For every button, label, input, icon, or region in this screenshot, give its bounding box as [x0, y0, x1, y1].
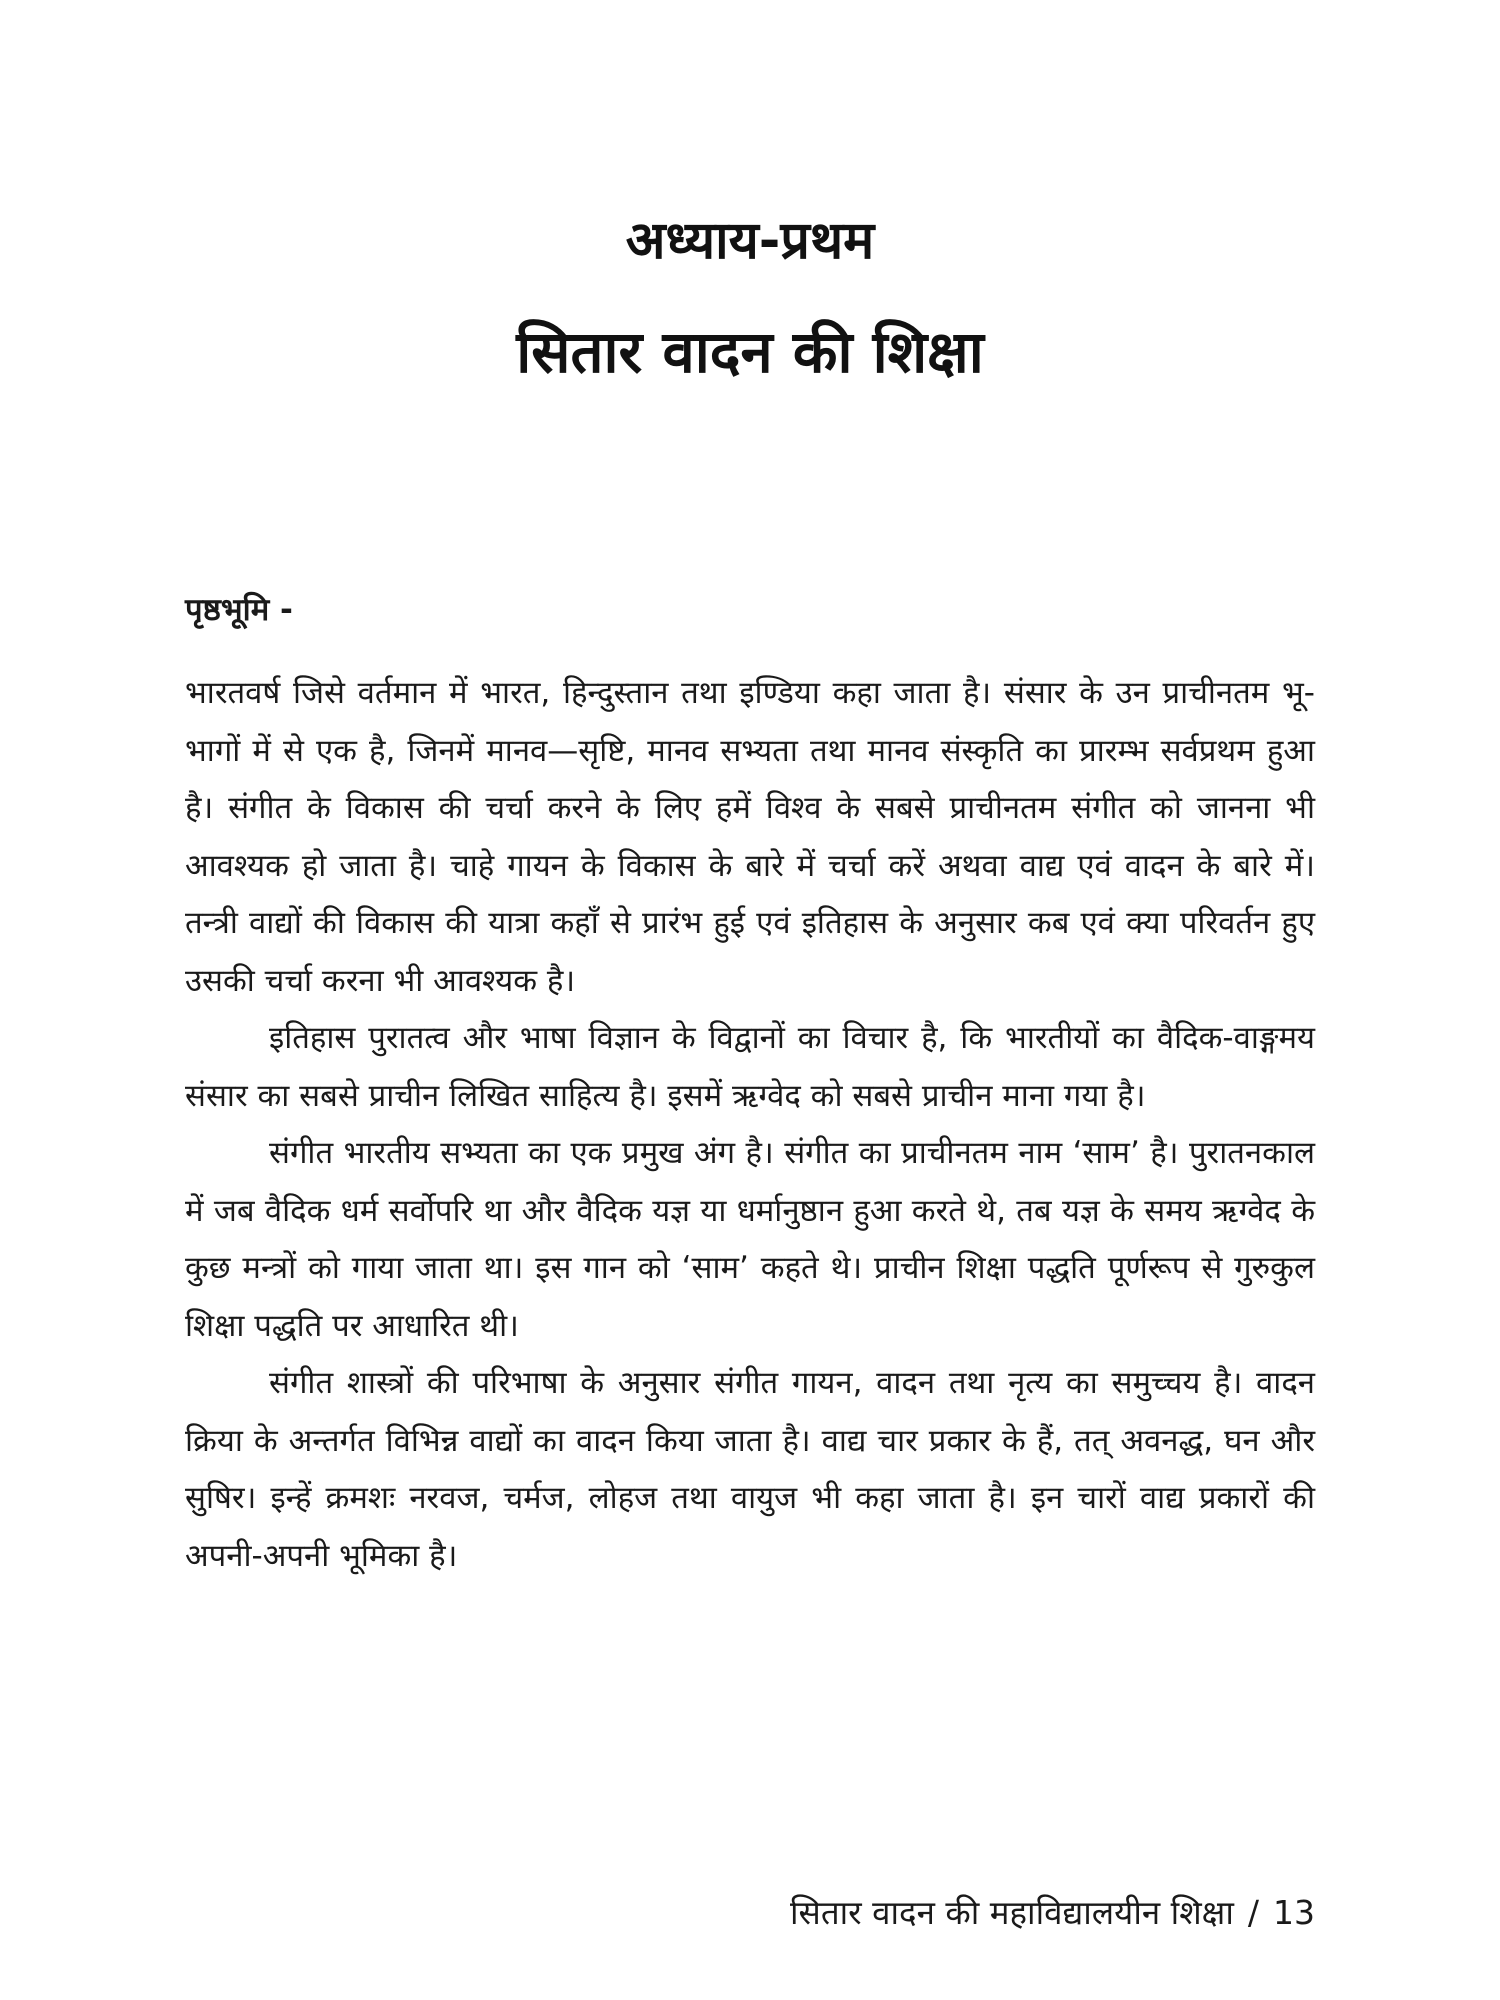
body-text	[185, 665, 1315, 1585]
chapter-label: अध्याय-प्रथम	[625, 211, 875, 271]
paragraph-background-intro: भारतवर्ष जिसे वर्तमान में भारत, हिन्दुस्तान तथा इण्डिया कहा जाता है। संसार के उन प्राचीनतम भू-भागों में से एक है, जिनमें मानव—सृष्टि, मानव सभ्यता तथा मानव संस्कृति का प्रारम्भ सर्वप्रथम हुआ है। संगीत के विकास की चर्चा करने के लिए हमें विश्व के सबसे प्राचीनतम संगीत को जानना भी आवश्यक हो जाता है। चाहे गायन के विकास के बारे में चर्चा करें अथवा वाद्य एवं वादन के बारे में। तन्त्री वाद्यों की विकास की यात्रा कहाँ से प्रारंभ हुई एवं इतिहास के अनुसार कब एवं क्या परिवर्तन हुए उसकी चर्चा करना भी आवश्यक है।	[185, 675, 1315, 999]
page-footer	[790, 1889, 1315, 1937]
paragraph-saam: संगीत भारतीय सभ्यता का एक प्रमुख अंग है। संगीत का प्राचीनतम नाम ‘साम’ है। पुरातनकाल में जब वैदिक धर्म सर्वोपरि था और वैदिक यज्ञ या धर्मानुष्ठान हुआ करते थे, तब यज्ञ के समय ऋग्वेद के कुछ मन्त्रों को गाया जाता था। इस गान को ‘साम’ कहते थे। प्राचीन शिक्षा पद्धति पूर्णरूप से गुरुकुल शिक्षा पद्धति पर आधारित थी।	[185, 1135, 1315, 1344]
footer-book-title: सितार वादन की महाविद्यालयीन शिक्षा	[789, 1893, 1234, 1932]
section-heading: पृष्ठभूमि -	[185, 592, 293, 628]
footer-separator: /	[1247, 1893, 1259, 1932]
paragraph-instrument-types: संगीत शास्त्रों की परिभाषा के अनुसार संगीत गायन, वादन तथा नृत्य का समुच्चय है। वादन क्रिया के अन्तर्गत विभिन्न वाद्यों का वादन किया जाता है। वाद्य चार प्रकार के हैं, तत् अवनद्ध, घन और सुषिर। इन्हें क्रमशः नरवज, चर्मज, लोहज तथा वायुज भी कहा जाता है। इन चारों वाद्य प्रकारों की अपनी-अपनी भूमिका है।	[185, 1365, 1315, 1574]
chapter-title: सितार वादन की शिक्षा	[516, 318, 984, 386]
page-number: 13	[1273, 1893, 1315, 1932]
paragraph-history-vedic: इतिहास पुरातत्व और भाषा विज्ञान के विद्वानों का विचार है, कि भारतीयों का वैदिक-वाङ्गमय संसार का सबसे प्राचीन लिखित साहित्य है। इसमें ऋग्वेद को सबसे प्राचीन माना गया है।	[185, 1020, 1315, 1114]
